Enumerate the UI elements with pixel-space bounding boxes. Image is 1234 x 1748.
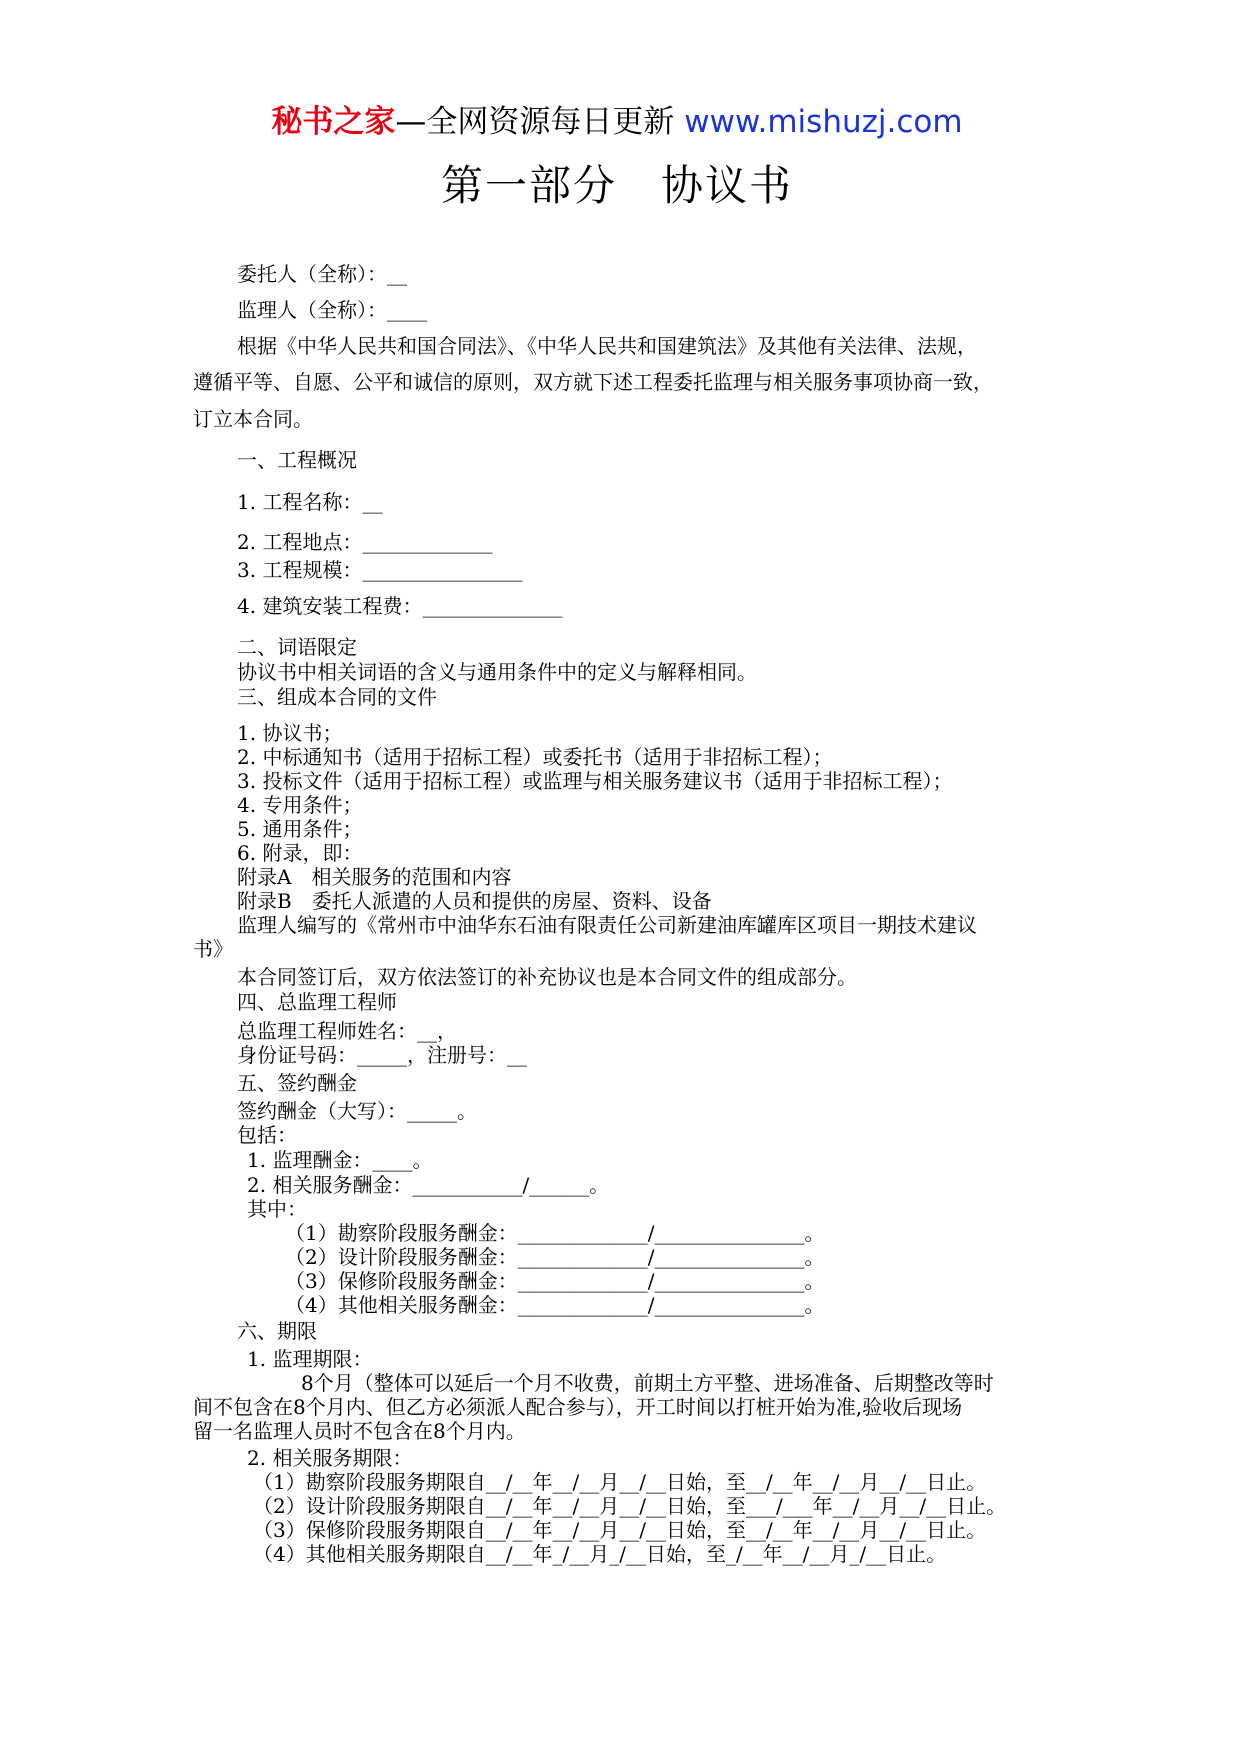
document-title: 第一部分 协议书 — [440, 161, 793, 210]
document-line: 1. 协议书； — [237, 721, 343, 745]
document-line: 1. 工程名称：__ — [237, 490, 383, 514]
document-line: 间不包含在8个月内、但乙方必须派人配合参与），开工时间以打桩开始为准,验收后现场 — [193, 1395, 963, 1419]
document-line: 协议书中相关词语的含义与通用条件中的定义与解释相同。 — [237, 660, 757, 684]
document-line: 委托人（全称）：__ — [237, 262, 407, 286]
document-line: 六、期限 — [237, 1319, 317, 1343]
document-line: 3. 投标文件（适用于招标工程）或监理与相关服务建议书（适用于非招标工程）； — [237, 769, 953, 793]
document-line: 身份证号码：_____，注册号：__ — [237, 1043, 527, 1067]
document-line: 5. 通用条件； — [237, 817, 363, 841]
document-line: 书》 — [193, 937, 233, 961]
document-line: 2. 工程地点：_____________ — [237, 530, 493, 554]
document-line: 二、词语限定 — [237, 635, 357, 659]
document-line: 4. 专用条件； — [237, 793, 363, 817]
document-line: 包括： — [237, 1123, 297, 1147]
document-line: （2）设计阶段服务酬金：_____________/_______________。 — [285, 1245, 825, 1269]
document-line: 其中： — [247, 1197, 307, 1221]
document-line: （4）其他相关服务期限自__/__年_/__月_/__日始，至_/__年__/__月_/__日止。 — [253, 1542, 947, 1566]
document-line: 附录A 相关服务的范围和内容 — [237, 865, 512, 889]
document-line: 监理人（全称）：____ — [237, 298, 427, 322]
site-banner — [0, 102, 1234, 142]
document-line: 签约酬金（大写）：_____。 — [237, 1099, 477, 1123]
brand-name: 秘书之家 — [271, 104, 396, 140]
banner-slogan: —全网资源每日更新 — [395, 104, 685, 140]
document-line: 四、总监理工程师 — [237, 990, 397, 1014]
document-line: 2. 相关服务酬金：___________/______。 — [247, 1173, 610, 1197]
document-line: 根据《中华人民共和国合同法》、《中华人民共和国建筑法》及其他有关法律、法规， — [237, 334, 977, 358]
document-line: 4. 建筑安装工程费：______________ — [237, 594, 563, 618]
document-line: 五、签约酬金 — [237, 1071, 357, 1095]
document-line: （3）保修阶段服务酬金：_____________/_______________。 — [285, 1269, 825, 1293]
document-line: 本合同签订后，双方依法签订的补充协议也是本合同文件的组成部分。 — [237, 965, 857, 989]
document-line: 3. 工程规模：________________ — [237, 558, 523, 582]
document-line: 1. 监理酬金：____。 — [247, 1148, 433, 1172]
document-line: 6. 附录，即： — [237, 841, 363, 865]
site-url-link[interactable]: www.mishuzj.com — [684, 104, 963, 140]
document-line: 总监理工程师姓名：__， — [237, 1019, 457, 1043]
document-line: 留一名监理人员时不包含在8个月内。 — [193, 1419, 526, 1443]
document-line: 1. 监理期限： — [247, 1347, 373, 1371]
document-line: 三、组成本合同的文件 — [237, 685, 437, 709]
document-line: 2. 中标通知书（适用于招标工程）或委托书（适用于非招标工程）； — [237, 745, 833, 769]
document-line: （2）设计阶段服务期限自__/__年__/__月__/__日始，至___/___年__/__月__/__日止。 — [253, 1494, 1007, 1518]
document-line: 订立本合同。 — [193, 407, 313, 431]
document-line: （3）保修阶段服务期限自__/__年__/__月__/__日始，至__/__年__/__月__/__日止。 — [253, 1518, 987, 1542]
document-line: 8个月（整体可以延后一个月不收费，前期土方平整、进场准备、后期整改等时 — [301, 1371, 994, 1395]
document-line: 2. 相关服务期限： — [247, 1446, 413, 1470]
document-line: 遵循平等、自愿、公平和诚信的原则，双方就下述工程委托监理与相关服务事项协商一致， — [193, 370, 993, 394]
document-line: （1）勘察阶段服务期限自__/__年__/__月__/__日始，至__/__年__/__月__/__日止。 — [253, 1470, 987, 1494]
document-line: 一、工程概况 — [237, 448, 357, 472]
document-line: （4）其他相关服务酬金：_____________/_______________。 — [285, 1293, 825, 1317]
document-line: （1）勘察阶段服务酬金：_____________/_______________。 — [285, 1221, 825, 1245]
document-line: 附录B 委托人派遣的人员和提供的房屋、资料、设备 — [237, 889, 712, 913]
document-line: 监理人编写的《常州市中油华东石油有限责任公司新建油库罐库区项目一期技术建议 — [237, 913, 977, 937]
